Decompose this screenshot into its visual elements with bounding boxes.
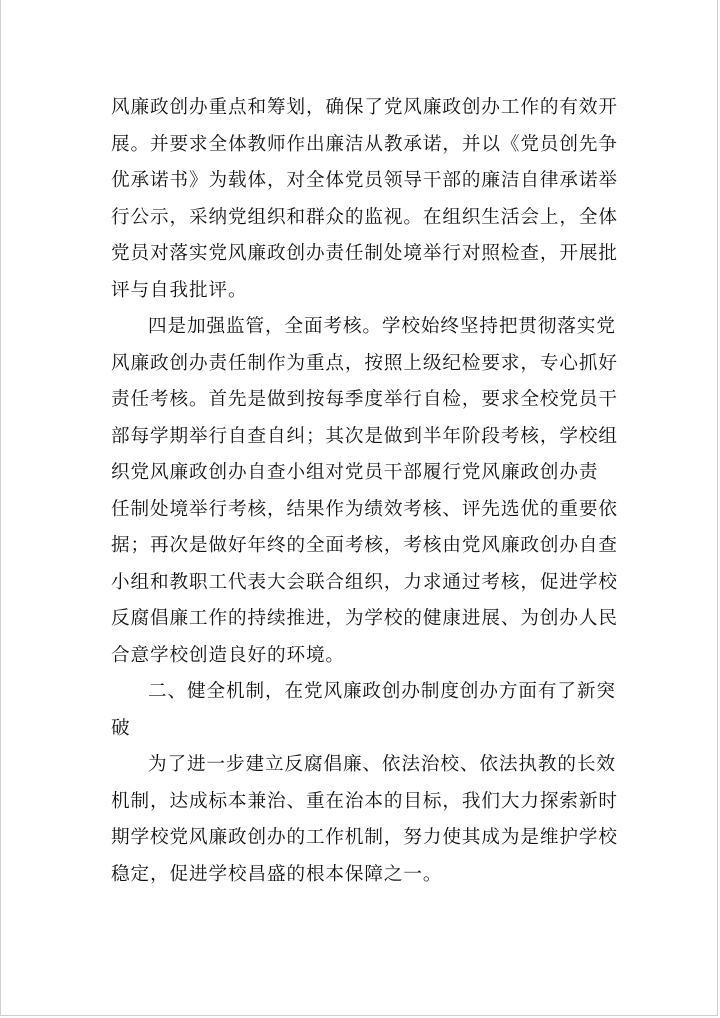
text-line-20: 机制，达成标本兼治、重在治本的目标，我们大力探索新时	[111, 790, 618, 812]
text-line-16: 合意学校创造良好的环境。	[111, 644, 345, 666]
text-line-13: 据；再次是做好年终的全面考核，考核由党风廉政创办自查	[111, 535, 618, 556]
text-line-12: 任制处境举行考核，结果作为绩效考核、评先选优的重要依	[111, 498, 618, 520]
text-line-5: 党员对落实党风廉政创办责任制处境举行对照检查，开展批	[111, 243, 618, 264]
paragraph-start-line-19: 为了进一步建立反腐倡廉、依法治校、依法执教的长效	[148, 754, 616, 775]
section-heading-line-17: 二、健全机制，在党风廉政创办制度创办方面有了新突	[148, 681, 616, 702]
text-line-22: 稳定，促进学校昌盛的根本保障之一。	[111, 863, 443, 885]
text-line-3: 优承诺书》为载体，对全体党员领导干部的廉洁自律承诺举	[111, 170, 618, 191]
document-body	[111, 90, 621, 893]
text-line-9: 责任考核。首先是做到按每季度举行自检，要求全校党员干	[111, 389, 618, 410]
text-line-21: 期学校党风廉政创办的工作机制，努力使其成为是维护学校	[111, 827, 618, 848]
text-line-14: 小组和教职工代表大会联合组织，力求通过考核，促进学校	[111, 571, 618, 593]
text-line-8: 风廉政创办责任制作为重点，按照上级纪检要求，专心抓好	[111, 352, 618, 374]
section-heading-line-18: 破	[111, 717, 131, 739]
text-line-11: 织党风廉政创办自查小组对党员干部履行党风廉政创办责	[111, 462, 599, 483]
text-line-2: 展。并要求全体教师作出廉洁从教承诺，并以《党员创先争	[111, 133, 618, 155]
text-line-15: 反腐倡廉工作的持续推进，为学校的健康进展、为创办人民	[111, 608, 618, 629]
text-line-1: 风廉政创办重点和筹划，确保了党风廉政创办工作的有效开	[111, 97, 618, 118]
text-line-6: 评与自我批评。	[111, 279, 248, 301]
text-line-4: 行公示，采纳党组织和群众的监视。在组织生活会上，全体	[111, 206, 618, 228]
text-line-10: 部每学期举行自查自纠；其次是做到半年阶段考核，学校组	[111, 425, 618, 447]
paragraph-start-line-7: 四是加强监管，全面考核。学校始终坚持把贯彻落实党	[148, 316, 616, 337]
